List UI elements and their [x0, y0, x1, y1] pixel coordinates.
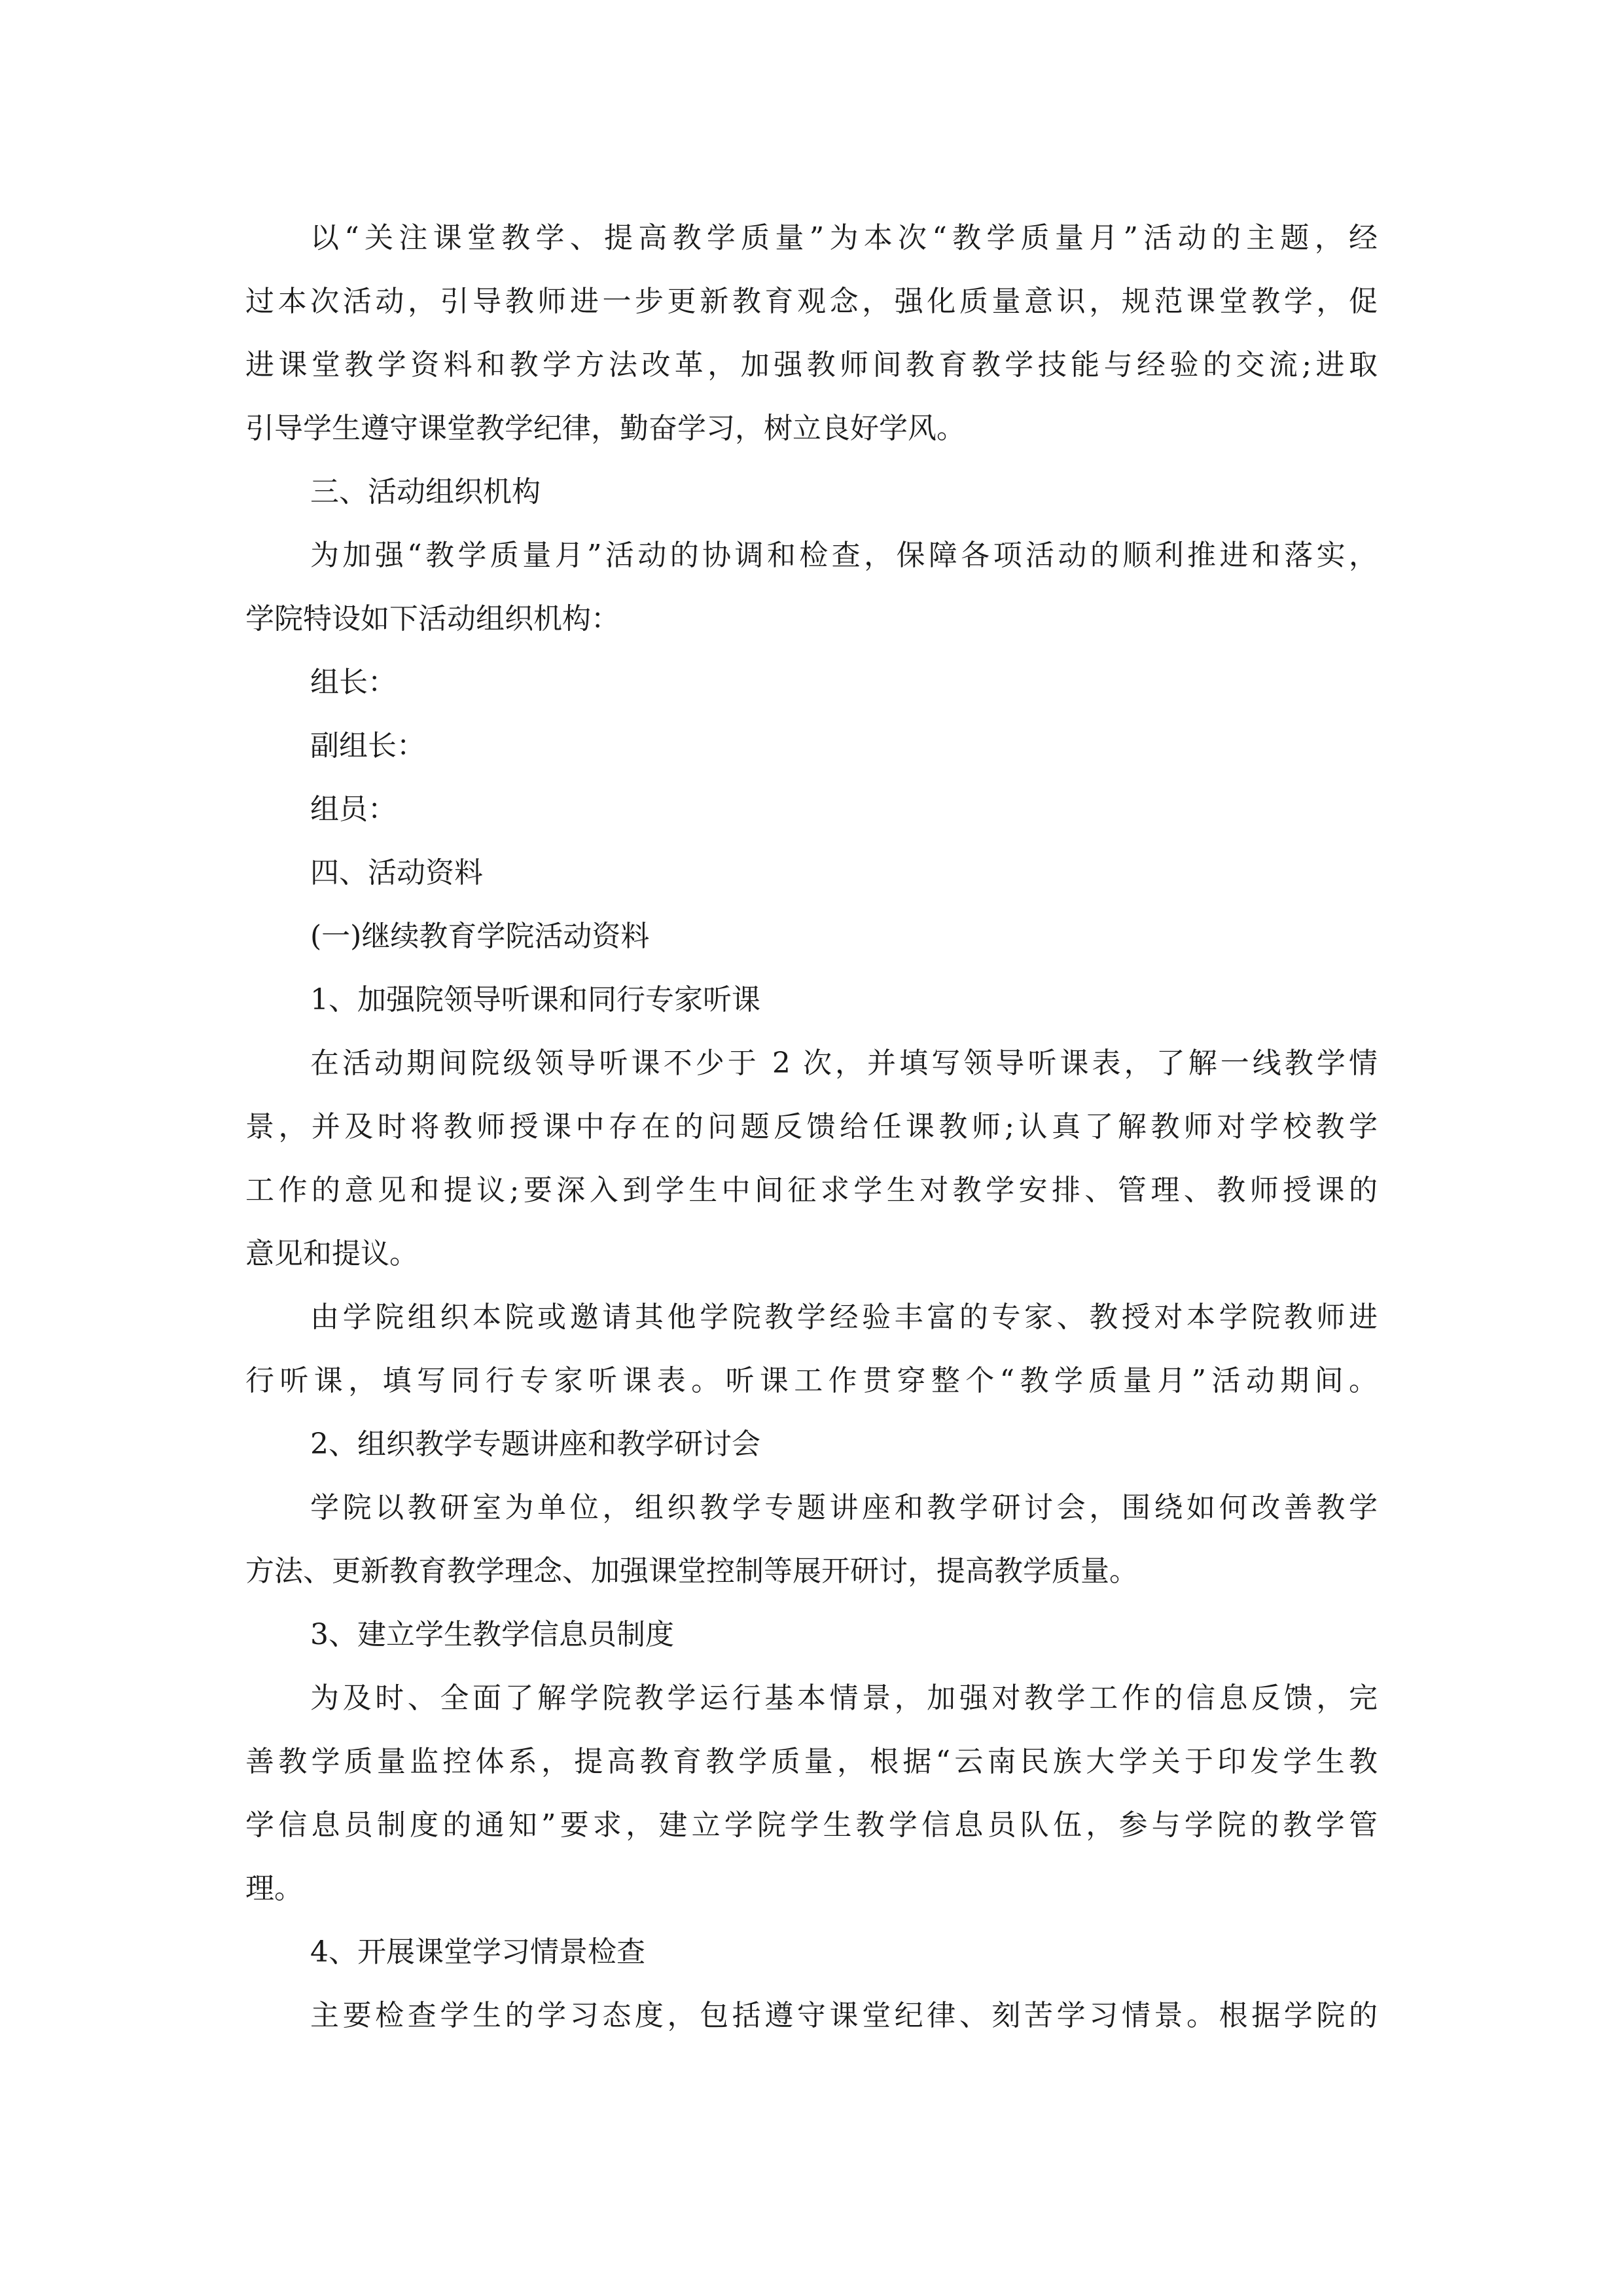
paragraph-line: 为及时、全面了解学院教学运行基本情景，加强对教学工作的信息反馈，完 — [310, 1681, 1378, 1715]
list-item: 副组长： — [310, 729, 425, 762]
item-heading: 1、加强院领导听课和同行专家听课 — [310, 983, 760, 1016]
paragraph-line: 引导学生遵守课堂教学纪律，勤奋学习，树立良好学风。 — [245, 412, 965, 445]
paragraph-line: 景，并及时将教师授课中存在的问题反馈给任课教师;认真了解教师对学校教学 — [245, 1110, 1378, 1143]
paragraph-line: 行听课，填写同行专家听课表。听课工作贯穿整个“教学质量月”活动期间。 — [245, 1364, 1378, 1397]
list-item: 组长： — [310, 666, 397, 699]
item-heading: 2、组织教学专题讲座和教学研讨会 — [310, 1427, 760, 1461]
item-heading: 4、开展课堂学习情景检查 — [310, 1935, 645, 1969]
paragraph-line: 进课堂教学资料和教学方法改革，加强教师间教育教学技能与经验的交流;进取 — [245, 348, 1378, 382]
paragraph-line: 善教学质量监控体系，提高教育教学质量，根据“云南民族大学关于印发学生教 — [245, 1745, 1378, 1778]
paragraph-line: 为加强“教学质量月”活动的协调和检查，保障各项活动的顺利推进和落实， — [310, 539, 1378, 572]
list-item: 组员： — [310, 793, 397, 826]
paragraph-line: 主要检查学生的学习态度，包括遵守课堂纪律、刻苦学习情景。根据学院的 — [310, 1999, 1378, 2032]
paragraph-line: 学院特设如下活动组织机构： — [245, 602, 620, 636]
section-heading: 三、活动组织机构 — [310, 475, 541, 509]
paragraph-line: 方法、更新教育教学理念、加强课堂控制等展开研讨，提高教学质量。 — [245, 1554, 1138, 1588]
body-text — [0, 206, 1623, 2047]
paragraph-line: 学信息员制度的通知”要求，建立学院学生教学信息员队伍，参与学院的教学管 — [245, 1808, 1378, 1842]
paragraph-line: 过本次活动，引导教师进一步更新教育观念，强化质量意识，规范课堂教学，促 — [245, 285, 1378, 318]
paragraph-line: 工作的意见和提议;要深入到学生中间征求学生对教学安排、管理、教师授课的 — [245, 1174, 1378, 1207]
item-heading: 3、建立学生教学信息员制度 — [310, 1618, 674, 1651]
subsection-heading: (一)继续教育学院活动资料 — [310, 920, 650, 953]
section-heading: 四、活动资料 — [310, 856, 483, 889]
paragraph-line: 学院以教研室为单位，组织教学专题讲座和教学研讨会，围绕如何改善教学 — [310, 1491, 1378, 1524]
paragraph-line: 以“关注课堂教学、提高教学质量”为本次“教学质量月”活动的主题，经 — [310, 221, 1378, 255]
paragraph-line: 意见和提议。 — [245, 1237, 418, 1270]
paragraph-line: 由学院组织本院或邀请其他学院教学经验丰富的专家、教授对本学院教师进 — [310, 1300, 1378, 1334]
paragraph-line: 在活动期间院级领导听课不少于 2 次，并填写领导听课表，了解一线教学情 — [310, 1047, 1378, 1080]
paragraph-line: 理。 — [245, 1872, 303, 1905]
